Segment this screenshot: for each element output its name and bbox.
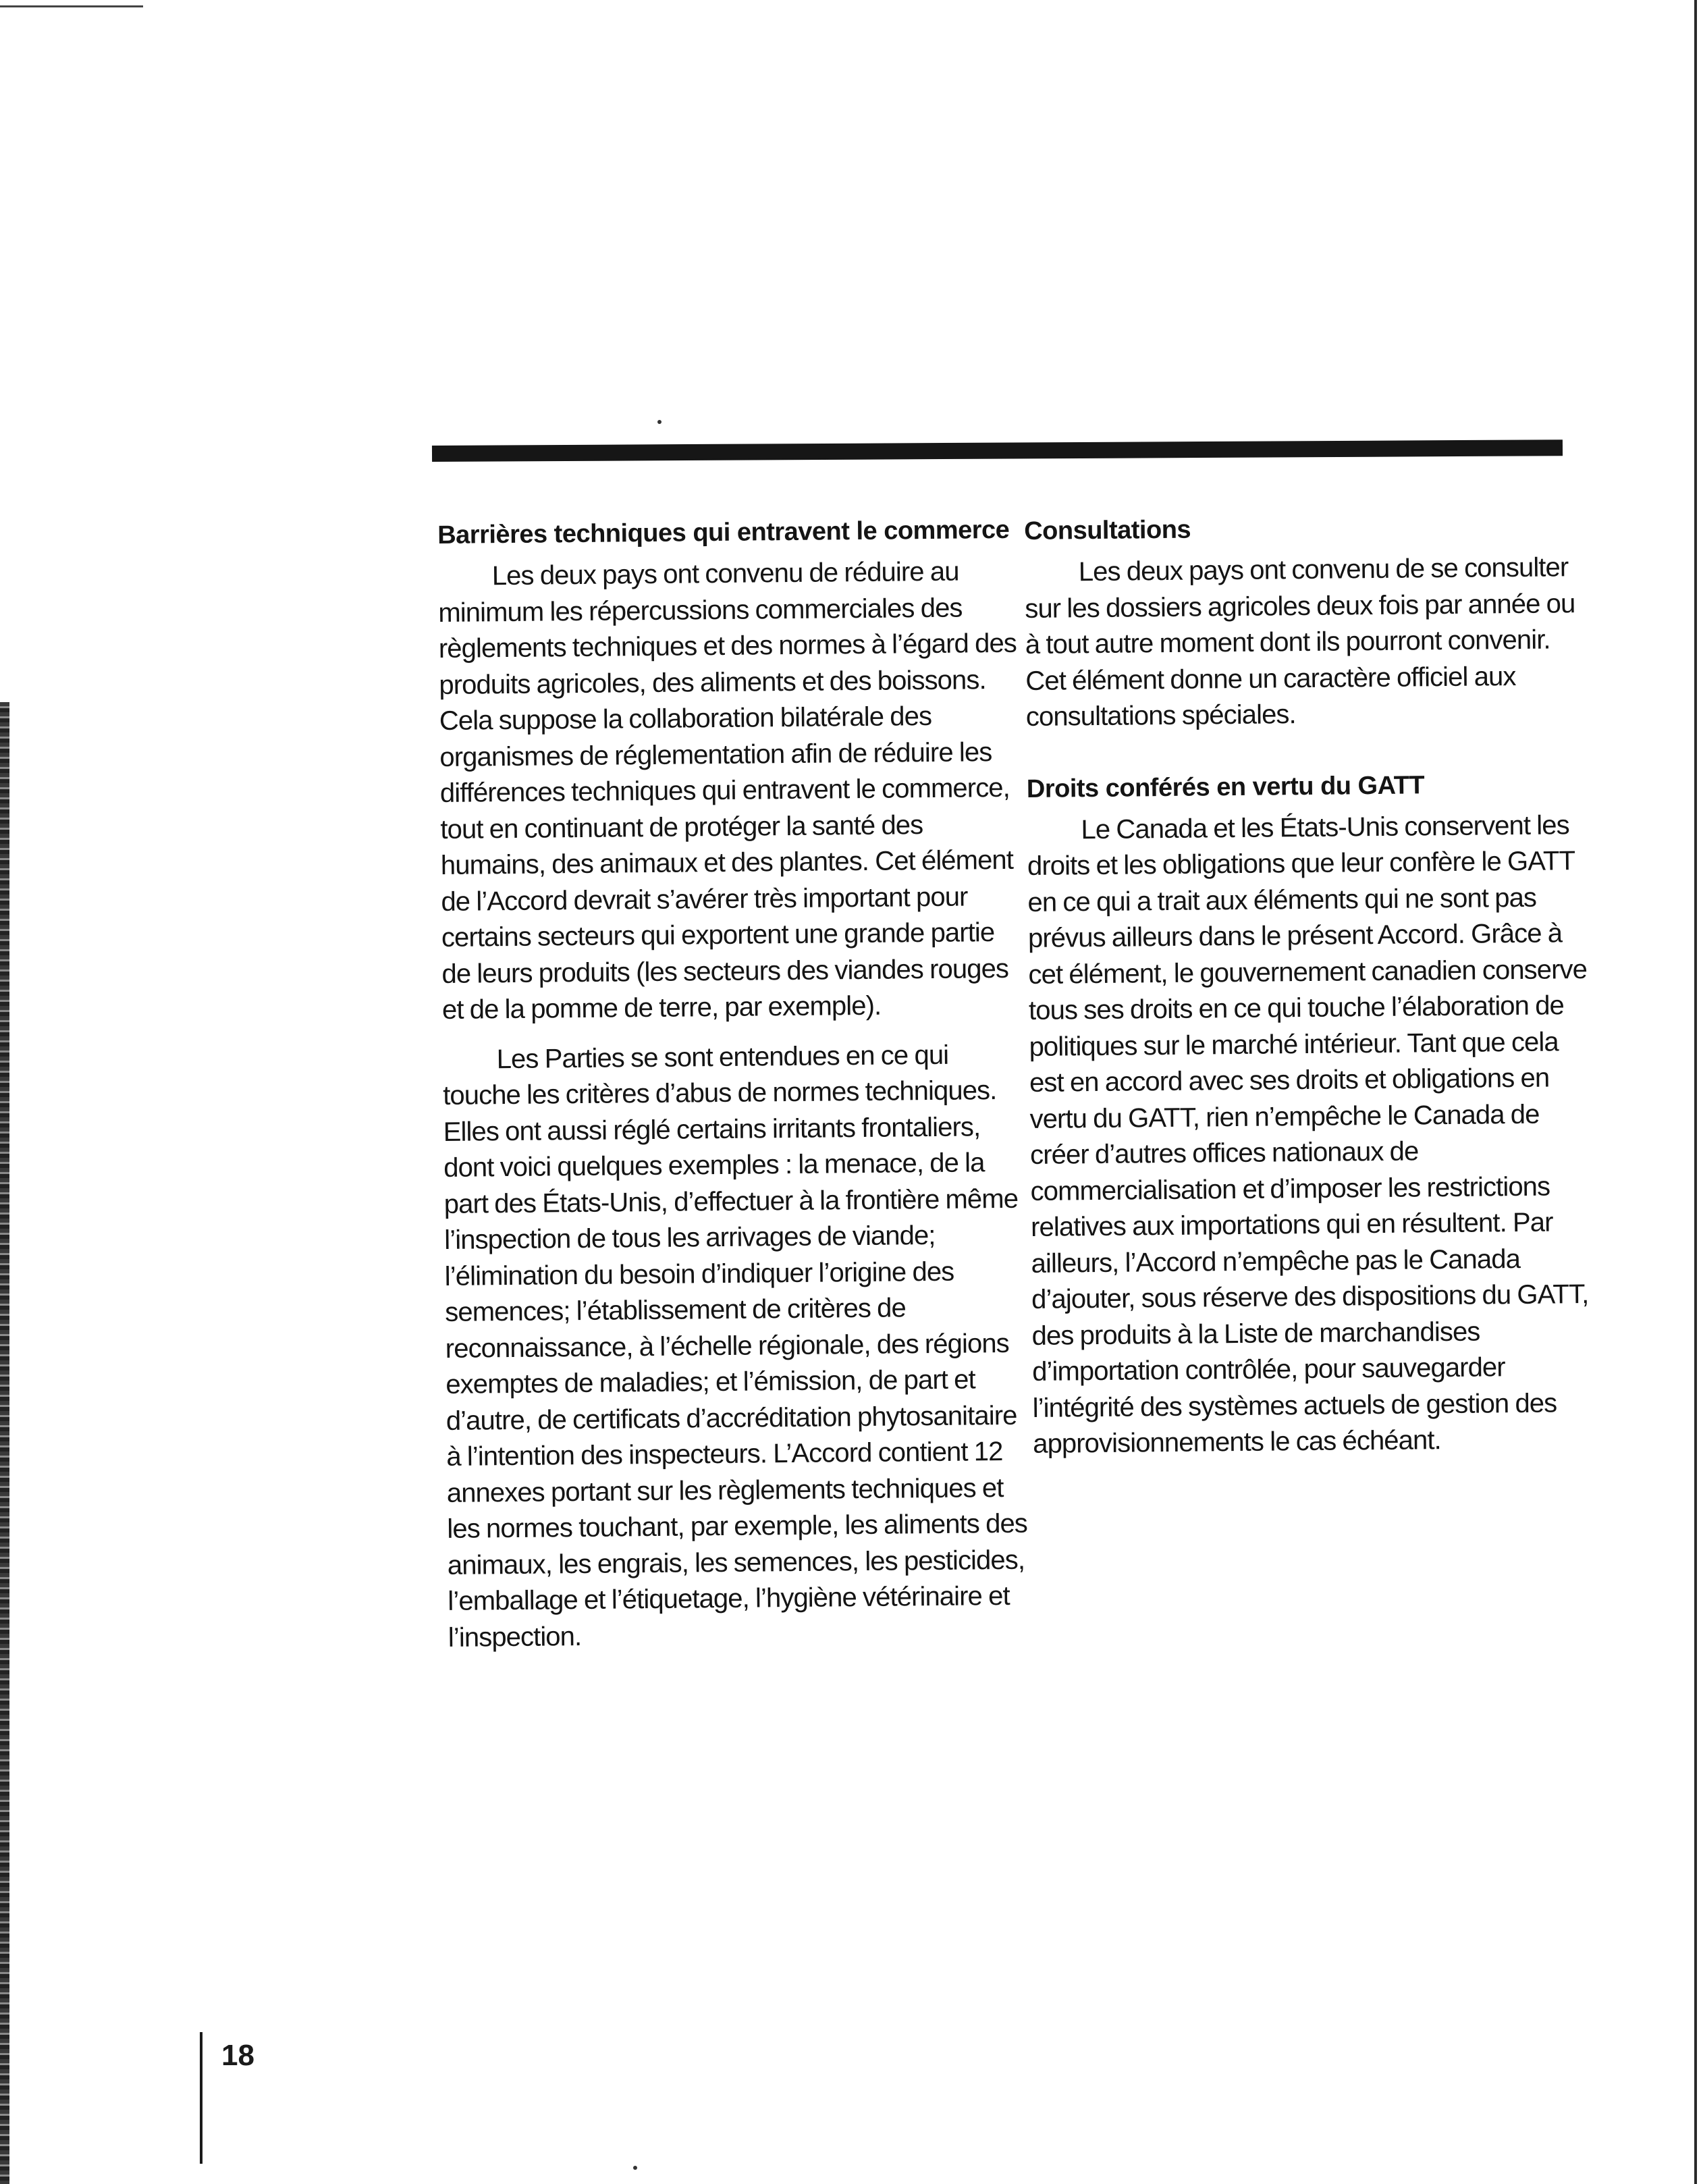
- section-heading-consultations: Consultations: [1024, 515, 1191, 545]
- page-number-rule: [200, 2032, 202, 2164]
- left-column: [437, 513, 1029, 1670]
- scan-edge: [0, 702, 9, 2184]
- header-bar: [432, 440, 1563, 462]
- top-left-rule: [0, 5, 143, 7]
- paragraph: Les Parties se sont entendues en ce qui touche les critères d’abus de normes techniques. Elles ont aussi réglé certains irritants frontaliers, dont voici quelques exemples : la menace, de la part des États-Unis, d’effectuer à la frontière même l’inspection de tous les arrivages de viande; l’élimination du besoin d’indiquer l’origine des semences; l’établissement de critères de reconnaissance, à l’échelle régionale, des régions exemptes de maladies; et l’émission, de part et d’autre, de certificats d’accréditation phytosanitaire à l’intention des inspecteurs. L’Accord contient 12 annexes portant sur les règlements techniques et les normes touchant, par exemple, les aliments des animaux, les engrais, les semences, les pesticides, l’emballage et l’étiquetage, l’hygiène vétérinaire et l’inspection.: [442, 1040, 1028, 1653]
- section-heading-gatt-rights: Droits conférés en vertu du GATT: [1026, 770, 1425, 803]
- section-heading-technical-barriers: Barrières techniques qui entravent le commerce: [437, 515, 1010, 550]
- paragraph: Les deux pays ont convenu de se consulter sur les dossiers agricoles deux fois par année ou à tout autre moment dont ils pourront convenir. Cet élément donne un caractère officiel aux consultations spéciales.: [1025, 552, 1575, 732]
- right-edge-rule: [1694, 0, 1697, 2184]
- paragraph: Les deux pays ont convenu de réduire au minimum les répercussions commerciales des règlements techniques et des normes à l’égard des produits agricoles, des aliments et des boissons. Cela suppose la collaboration bilatérale des organismes de réglementation afin de réduire les différences techniques qui entravent le commerce, tout en continuant de protéger la santé des humains, des animaux et des plantes. Cet élément de l’Accord devrait s’avérer très important pour certains secteurs qui exportent une grande partie de leurs produits (les secteurs des viandes rouges et de la pomme de terre, par exemple).: [438, 556, 1017, 1025]
- page-number: 18: [221, 2039, 254, 2072]
- paragraph: Le Canada et les États-Unis conservent les droits et les obligations que leur confère le GATT en ce qui a trait aux éléments qui ne sont pas prévus ailleurs dans le présent Accord. Grâce à cet élément, le gouvernement canadien conserve tous ses droits en ce qui touche l’élaboration de politiques sur le marché intérieur. Tant que cela est en accord avec ses droits et obligations en vertu du GATT, rien n’empêche le Canada de créer d’autres offices nationaux de commercialisation et d’imposer les restrictions relatives aux importations qui en résultent. Par ailleurs, l’Accord n’empêche pas le Canada d’ajouter, sous réserve des dispositions du GATT, des produits à la Liste de marchandises d’importation contrôlée, pour sauvegarder l’intégrité des systèmes actuels de gestion des approvisionnements le cas échéant.: [1027, 809, 1589, 1459]
- right-column: [1024, 509, 1600, 1476]
- scan-speck: [657, 420, 662, 424]
- scan-speck: [633, 2166, 637, 2170]
